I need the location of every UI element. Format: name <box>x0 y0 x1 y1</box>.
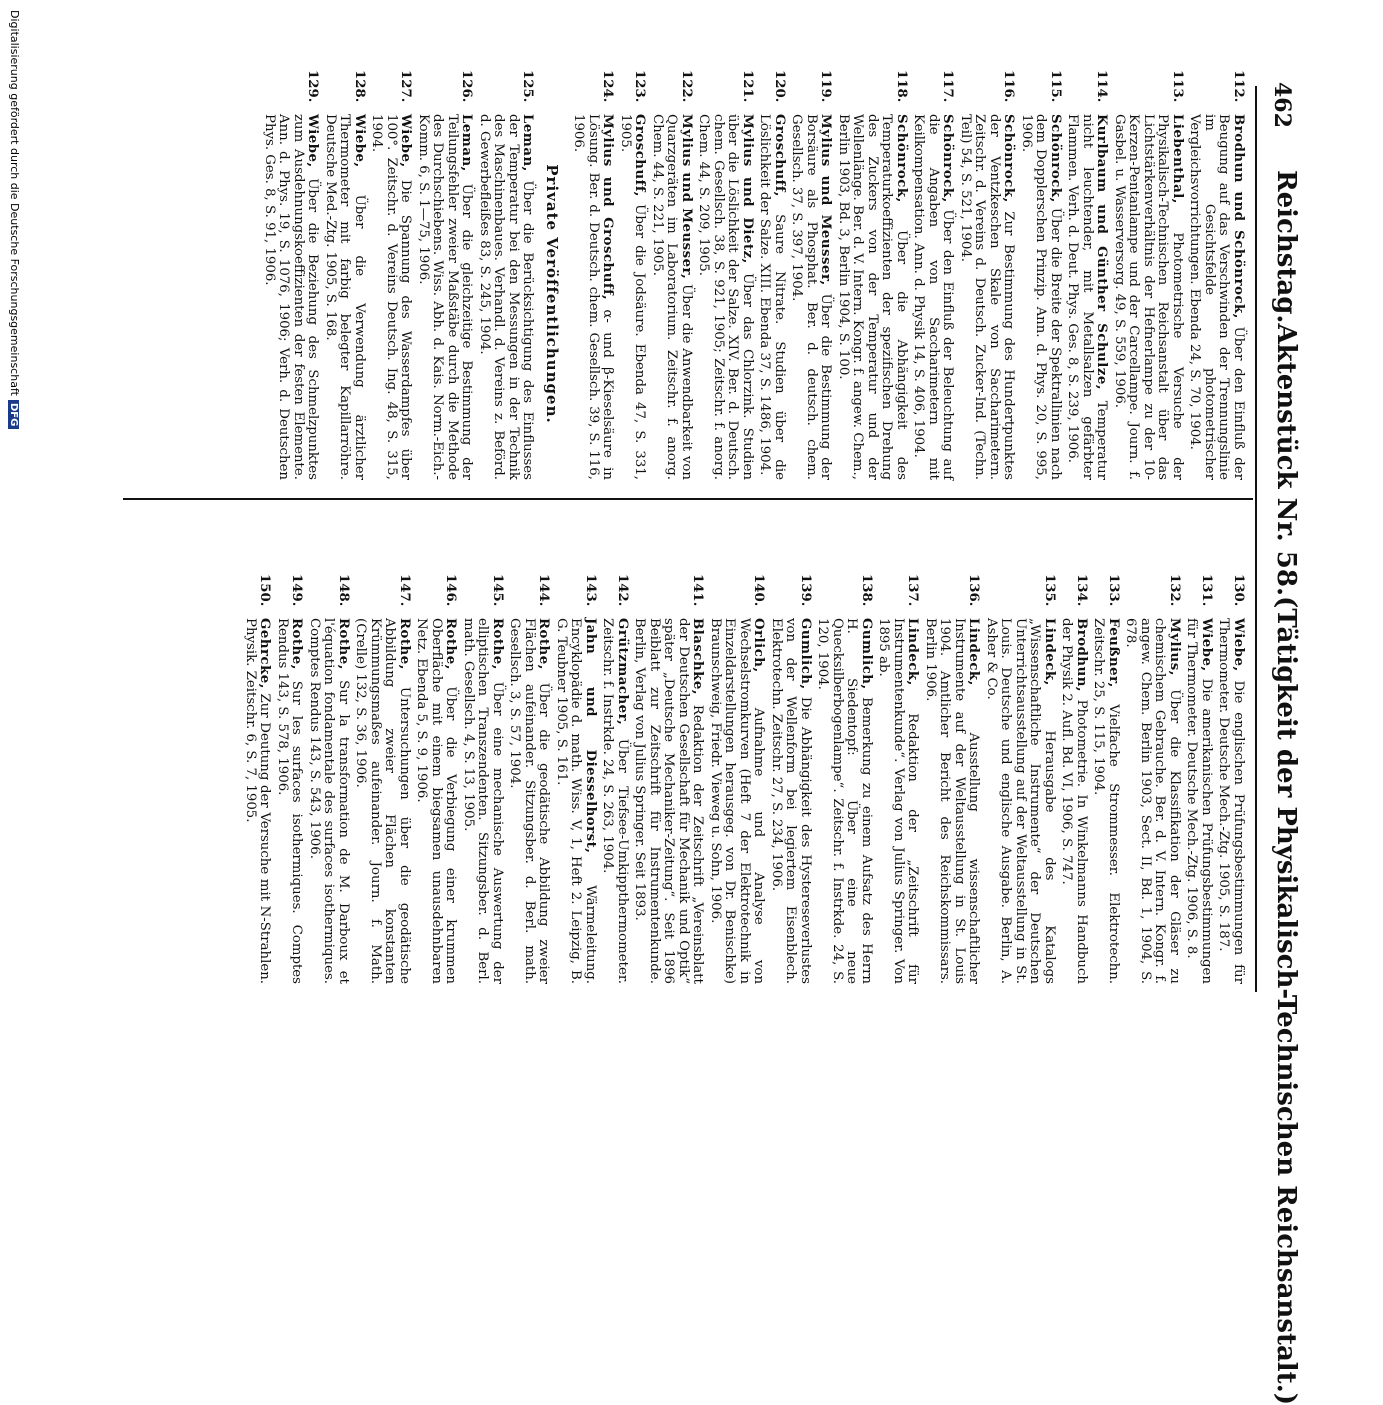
reference-text: Die Spannung des Wasserdampfes über 100°. Zeitschr. d. Vereins Deutsch. Ing. 48, S. 315, 1904. <box>369 114 414 480</box>
section-heading: Private Veröffentlichungen. <box>543 164 561 424</box>
reference-author: Schönrock, <box>1001 114 1017 203</box>
reference-entry <box>815 574 874 984</box>
reference-text: Zur Bestimmung des Hundertpunktes der Ventzkeschen Skale von Saccharimetern. Zeitschr. d. Vereins d. Deutsch. Zucker-Ind. (Techn. Teil) 54, S. 521, 1904. <box>958 114 1017 481</box>
reference-number: 135. <box>1042 574 1057 607</box>
footer-text: Digitalisierung gefördert durch die Deutsche Forschungsgemeinschaft <box>8 10 21 396</box>
reference-author: Wiebe, <box>1199 618 1214 672</box>
reference-entry <box>1091 574 1121 984</box>
reference-number: 142. <box>615 574 630 607</box>
reference-text: Sur les surfaces isothermiques. Comptes Rendus 143, S. 578, 1906. <box>275 618 305 984</box>
reference-number: 139. <box>798 574 813 607</box>
reference-text: Die englischen Prüfungsbestimmungen für Thermometer. Deutsche Mech.-Ztg. 1905, S. 187. <box>1216 618 1246 984</box>
reference-text: Über die Bestimmung der Borsäure als Phosphat. Ber. d. deutsch. chem. Gesellsch. 37, S. 397, 1904. <box>789 114 834 480</box>
reference-entry <box>353 574 412 984</box>
reference-list-official <box>571 70 1246 481</box>
reference-number: 117. <box>940 70 956 103</box>
reference-entry <box>911 70 956 480</box>
reference-author: Blaschke, <box>690 618 706 695</box>
reference-entry <box>414 574 459 984</box>
reference-entry <box>769 574 813 984</box>
reference-text: Zur Deutung der Versuche mit N-Strahlen. Physik. Zeitschr. 6, S. 7, 1905. <box>243 618 273 984</box>
reference-text: Saure Nitrate. Studien über die Löslichkeit der Salze. XIII. Ebenda 37, S. 1486, 1904. <box>757 114 787 480</box>
reference-author: Schönrock, <box>1048 114 1063 203</box>
reference-entry <box>876 574 921 984</box>
reference-text: Über das Chlorzink. Studien über die Löslichkeit der Salze. XIV. Ber. d. Deutsch. chem. Gesellsch. 38, S. 921, 1905; Zeitschr. f. anorg. Chem. 44, S. 209, 1905. <box>696 114 755 480</box>
reference-author: Kurlbaum und Günther Schulze, <box>1094 114 1110 390</box>
reference-text: Die amerikanischen Prüfungsbestimmungen für Thermometer. Deutsche Mech.-Ztg. 1906, S. 8. <box>1184 618 1214 984</box>
reference-author: Mylius und Meusser, <box>818 114 834 286</box>
reference-number: 136. <box>966 574 982 607</box>
reference-author: Jahn und Diesselhorst, <box>583 618 598 854</box>
reference-entry <box>1112 70 1185 480</box>
reference-text: Über die gleichzeitige Bestimmung der Teilungsfehler zweier Maßstäbe durch die Methode des Durchschiebens. Wiss. Abh. d. Kais. Norm.-Eich.-Komm. 6, S. 1—75, 1906. <box>416 114 475 480</box>
reference-author: Gumlich, <box>859 618 874 690</box>
reference-text: Photometrische Versuche der Physikalisch-Technischen Reichsanstalt über das Lichtstärkenverhältnis der Hefnerlampe zu der 10-Kerzen-Pentanlampe und der Carcellampe. Journ. f. Gasbel. u. Wasserversorg. 49, S. 559, 1906. <box>1112 114 1185 480</box>
reference-author: Liebenthal, <box>1170 114 1185 204</box>
reference-text: Über den Einfluß der Beugung auf das Verschwinden der Trennungslinie im Gesichtsfelde photometrischer Vergleichsvorrichtungen. Ebenda 24, S. 70, 1904. <box>1187 114 1246 480</box>
reference-number: 124. <box>600 70 616 103</box>
reference-author: Schönrock, <box>894 114 909 203</box>
reference-text: Aufnahme und Analyse von Wechselstromkurven (Heft 7 der Elektrotechnik in Einzeldarstellungen herausgeg. von Dr. Benischke) Braunschweig, Friedr. Vieweg u. Sohn, 1906. <box>708 618 767 985</box>
reference-text: Herausgabe des Katalogs „Wissenschaftliche Instrumente“ der Deutschen Unterrichtsausstellung auf der Weltausstellung in St. Louis. Deutsche und englische Ausgabe. Berlin, A. Asher & Co. <box>984 618 1057 984</box>
reference-text: Über die geodätische Abbildung zweier Flächen aufeinander. Sitzungsber. d. Berl. math. Gesellsch. 3, S. 57, 1904. <box>507 618 552 984</box>
reference-author: Mylius und Groschuff, <box>600 114 616 301</box>
reference-number: 118. <box>894 70 909 103</box>
left-column <box>259 70 1246 481</box>
reference-entry <box>1059 574 1089 984</box>
reference-text: Redaktion der „Zeitschrift für Instrumentenkunde“. Verlag von Julius Springer. Von 1895 ab. <box>876 618 921 984</box>
reference-entry <box>507 574 552 984</box>
page-number: 462 <box>1269 82 1295 128</box>
reference-text: Über eine mechanische Auswertung der elliptischen Transzendenten. Sitzungsber. d. Berl. math. Gesellsch. 4, S. 13, 1905. <box>461 618 505 984</box>
reference-author: Gumlich, <box>798 618 813 690</box>
reference-author: Wiebe, <box>398 114 414 168</box>
dfg-logo: DFG <box>8 400 19 429</box>
reference-number: 131. <box>1199 574 1214 607</box>
reference-number: 123. <box>632 70 648 103</box>
reference-author: Lindeck, <box>966 618 982 686</box>
reference-author: Orlich, <box>751 618 767 673</box>
reference-entry <box>1187 70 1246 480</box>
reference-entry <box>461 574 505 984</box>
reference-entry <box>789 70 834 480</box>
reference-number: 116. <box>1001 70 1017 103</box>
reference-author: Rothe, <box>289 618 305 670</box>
right-column <box>240 574 1246 985</box>
reference-text: Über die Verwendung ärztlicher Thermometer mit farbig belegter Kapillarröhre. Deutsche Med.-Ztg. 1905, S. 168. <box>323 114 367 480</box>
reference-text: Untersuchungen über die geodätische Abbildung zweier Flächen konstanten Krümmungsmaßes aufeinander. Journ. f. Math. (Crelle) 132, S. 36, 1906. <box>353 618 412 984</box>
reference-text: Über die Jodsäure. Ebenda 47, S. 331, 1905. <box>618 114 648 480</box>
reference-author: Groschuff, <box>772 114 787 197</box>
reference-author: Leman, <box>459 114 475 172</box>
reference-entry <box>1216 574 1246 984</box>
reference-number: 150. <box>257 574 273 607</box>
reference-number: 113. <box>1170 70 1185 103</box>
reference-entry <box>262 70 321 480</box>
reference-text: Wärmeleitung. Encyklopädie d. math. Wiss. V, 1, Heft 2. Leipzig, B. G. Teubner 1905, S. 161. <box>554 618 598 984</box>
reference-author: Rothe, <box>490 618 505 670</box>
reference-number: 146. <box>443 574 459 607</box>
reference-list-private <box>262 70 536 480</box>
reference-entry <box>836 70 909 480</box>
column-divider <box>123 498 1253 500</box>
reference-text: Bemerkung zu einem Aufsatz des Herrn H. Siedentopf: Über eine neue Quecksilberbogenlampe“. Zeitschr. f. Instrkde. 24, S. 120, 1904. <box>815 618 874 984</box>
reference-author: Rothe, <box>397 618 412 670</box>
reference-author: Feußner, <box>1106 618 1121 688</box>
header-rule <box>1255 86 1257 992</box>
reference-number: 134. <box>1074 574 1089 607</box>
reference-number: 133. <box>1106 574 1121 607</box>
reference-number: 129. <box>305 70 321 103</box>
reference-entry <box>618 70 648 480</box>
reference-number: 132. <box>1167 574 1182 607</box>
reference-author: Grützmacher, <box>615 618 630 726</box>
reference-number: 140. <box>751 574 767 607</box>
reference-number: 149. <box>289 574 305 607</box>
reference-text: Sur la transformation de M. Darboux et l'équation fondamentale des surfaces isothermiques. Comptes Rendus 143, S. 543, 1906. <box>307 618 351 985</box>
reference-author: Mylius und Meusser, <box>679 114 694 280</box>
reference-number: 128. <box>352 70 367 103</box>
reference-number: 144. <box>536 574 552 607</box>
reference-text: Über die Berücksichtigung des Einflusses der Temperatur bei den Messungen in der Technik des Maschinenbaues. Verhandl. d. Vereins z. Beförd. d. Gewerbefleißes 83, S. 245, 1904. <box>477 114 536 480</box>
reference-entry <box>1065 70 1110 480</box>
reference-entry <box>632 574 706 984</box>
reference-number: 114. <box>1094 70 1110 103</box>
reference-author: Rothe, <box>536 618 552 670</box>
reference-author: Wiebe, <box>352 114 367 168</box>
header-left: Reichstag. <box>1271 170 1301 324</box>
reference-text: Über die Klassifikation der Gläser zu chemischem Gebrauche. Ber. d. V. Intern. Kongr. f. angew. Chem. Berlin 1903, Sect. II, Bd. 1, 1904, S. 678. <box>1123 618 1182 984</box>
digitization-footer <box>8 10 21 990</box>
reference-author: Lindeck, <box>905 618 921 686</box>
reference-entry <box>369 70 414 480</box>
reference-entry <box>1123 574 1182 984</box>
reference-number: 141. <box>690 574 706 607</box>
reference-text: Die Abhängigkeit des Hystereseverlustes von der Wellenform bei legiertem Eisenblech. Elektrotechn. Zeitschr. 27, S. 234, 1906. <box>769 618 813 984</box>
reference-number: 145. <box>490 574 505 607</box>
reference-entry <box>1184 574 1214 984</box>
reference-number: 125. <box>520 70 536 103</box>
reference-number: 130. <box>1231 574 1246 607</box>
reference-entry <box>554 574 598 984</box>
reference-number: 119. <box>818 70 834 103</box>
reference-text: Über den Einfluß der Beleuchtung auf die Angaben von Saccharimetern mit Keilkompensation. Ann. d. Physik 14, S. 406, 1904. <box>911 114 956 480</box>
reference-entry <box>571 70 616 480</box>
reference-text: Über die Anwendbarkeit von Quarzgeräten im Laboratorium. Zeitschr. f. anorg. Chem. 44, S. 221, 1905. <box>650 114 694 480</box>
reference-author: Gehrcke, <box>257 618 273 689</box>
reference-author: Brodhun, <box>1074 618 1089 693</box>
reference-number: 126. <box>459 70 475 103</box>
reference-entry <box>275 574 305 984</box>
reference-text: Über die Abhängigkeit des Temperaturkoeffizienten der spezifischen Drehung des Zuckers von der Temperatur und der Wellenlänge. Ber. d. V. Intern. Kongr. f. angew. Chem., Berlin 1903, Bd. 3, Berlin 1904, S. 100. <box>836 114 909 480</box>
reference-number: 148. <box>336 574 351 607</box>
reference-author: Rothe, <box>443 618 459 670</box>
reference-entry <box>696 70 755 480</box>
reference-text: Über die Breite der Spektrallinien nach dem Dopplerschen Prinzip. Ann. d. Phys. 20, S. 995, 1906. <box>1019 114 1063 480</box>
reference-entry <box>477 70 536 480</box>
reference-author: Rothe, <box>336 618 351 670</box>
reference-author: Wiebe, <box>1231 618 1246 672</box>
reference-author: Mylius, <box>1167 618 1182 676</box>
reference-text: Über Tiefsee-Umkippthermometer. Zeitschr. f. Instrkde. 24, S. 263, 1904. <box>600 618 630 984</box>
reference-entry <box>958 70 1017 481</box>
reference-entry <box>307 574 351 985</box>
reference-text: Ausstellung wissenschaftlicher Instrumente auf der Weltausstellung in St. Louis 1904. Amtlicher Bericht des Reichskommissars. Berlin 1906. <box>923 618 982 984</box>
reference-entry <box>650 70 694 480</box>
reference-author: Lindeck, <box>1042 618 1057 686</box>
reference-author: Schönrock, <box>940 114 956 203</box>
reference-entry <box>600 574 630 984</box>
reference-text: Photometrie. In Winkelmanns Handbuch der Physik 2. Aufl. Bd. VI, 1906, S. 747. <box>1059 618 1089 984</box>
reference-number: 138. <box>859 574 874 607</box>
reference-text: Redaktion der Zeitschrift „Vereinsblatt der Deutschen Gesellschaft für Mechanik und Optik“ später „Deutsche Mechaniker-Zeitung“. Seit 1896 Beiblatt zur Zeitschrift für Instrumentenkunde. Berlin, Verlag von Julius Springer. Seit 1893. <box>632 618 706 984</box>
reference-entry <box>708 574 767 985</box>
reference-list-continued <box>243 574 1246 985</box>
reference-number: 147. <box>397 574 412 607</box>
reference-text: Vielfache Strommesser. Elektrotechn. Zeitschr. 25, S. 115, 1904. <box>1091 618 1121 984</box>
reference-entry <box>1019 70 1063 480</box>
reference-author: Mylius und Dietz, <box>740 114 755 264</box>
reference-entry <box>323 70 367 480</box>
reference-author: Leman, <box>520 114 536 172</box>
reference-author: Groschuff, <box>632 114 648 197</box>
reference-entry <box>416 70 475 480</box>
header-middle: Aktenstück Nr. 58. <box>1271 323 1301 597</box>
reference-entry <box>923 574 982 984</box>
reference-number: 115. <box>1048 70 1063 103</box>
running-header <box>1271 170 1301 1405</box>
reference-author: Brodhun und Schönrock, <box>1231 114 1246 319</box>
reference-entry <box>243 574 273 984</box>
header-right: (Tätigkeit der Physikalisch-Technischen Reichsanstalt.) <box>1271 596 1301 1405</box>
reference-number: 143. <box>583 574 598 607</box>
reference-author: Wiebe, <box>305 114 321 168</box>
reference-text: Über die Verbiegung einer krummen Oberfläche mit einem biegsamen unausdehnbaren Netz. Ebenda 5, S. 9, 1906. <box>414 618 459 984</box>
reference-number: 120. <box>772 70 787 103</box>
reference-text: Über die Beziehung des Schmelzpunktes zum Ausdehnungskoeffizienten der festen Elemente. Ann. d. Phys. 19, S. 1076, 1906; Verh. d. Deutschen Phys. Ges. 8, S. 91, 1906. <box>262 114 321 480</box>
reference-number: 127. <box>398 70 414 103</box>
reference-text: Temperatur nicht leuchtender, mit Metallsalzen gefärbter Flammen. Verh. d. Deut. Phys. Ges. 8, S. 239, 1906. <box>1065 114 1110 480</box>
reference-entry <box>757 70 787 480</box>
reference-text: α- und β-Kieselsäure in Lösung. Ber. d. Deutsch. chem. Gesellsch. 39, S. 116, 1906. <box>571 114 616 480</box>
reference-entry <box>984 574 1057 984</box>
reference-number: 121. <box>740 70 755 103</box>
reference-number: 122. <box>679 70 694 103</box>
reference-number: 137. <box>905 574 921 607</box>
reference-number: 112. <box>1231 70 1246 103</box>
